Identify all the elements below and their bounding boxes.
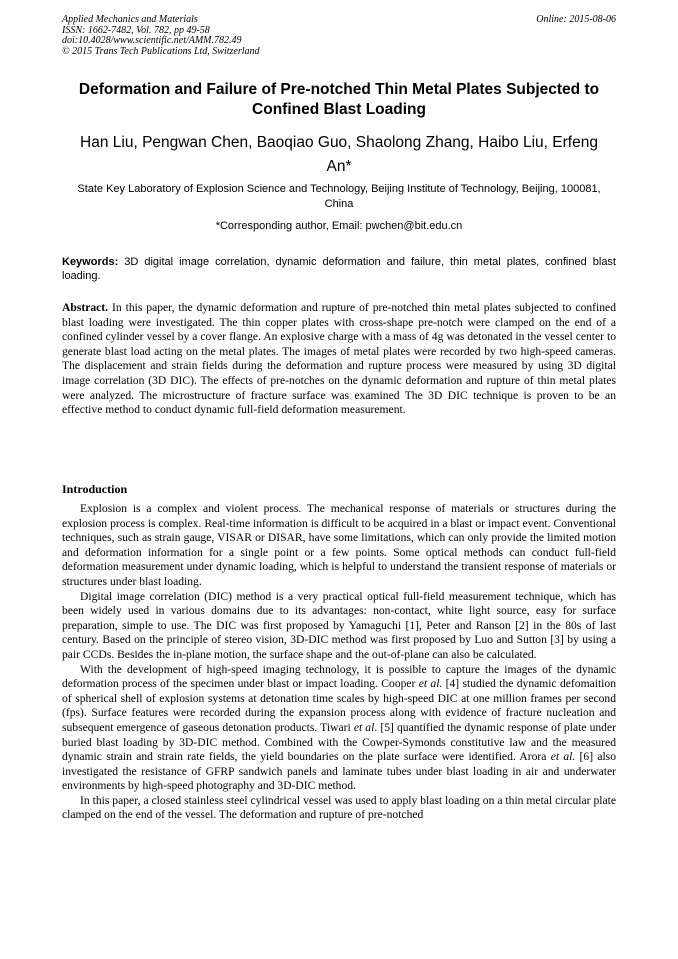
introduction-body xyxy=(62,502,616,823)
issn-line: ISSN: 1662-7482, Vol. 782, pp 49-58 xyxy=(62,24,210,36)
paragraph: Digital image correlation (DIC) method is a very practical optical full-field measurement technique, which has been widely used in various domains due to its advantages: non-contact, white light source, easy for surface preparation, simple to use. The DIC was first proposed by Yamaguchi [1], Peter and Ranson [2] in the 80s of last century. Based on the principle of stereo vision, 3D-DIC method was first proposed by Luo and Sutton [3] by using a pair CCDs. Besides the in-plane motion, the surface shape and the out-of-plane can also be calculated. xyxy=(62,589,616,661)
keywords xyxy=(62,255,616,283)
corresponding-author: *Corresponding author, Email: pwchen@bit.edu.cn xyxy=(215,220,463,232)
et-al: et al xyxy=(353,720,375,734)
paragraph-text: With the development of high-speed imaging technology, it is possible to capture the images of the dynamic deformation process of the specimen under blast or impact loading. Cooper xyxy=(62,662,616,691)
abstract xyxy=(62,301,616,418)
et-al: et al. xyxy=(550,750,576,764)
journal-name: Applied Mechanics and Materials xyxy=(62,14,198,25)
paragraph-text: [4] studied the dynamic defomaition of spherical shell of explosion systems at detonation time scales by high-speed DIC at one million frames per second (fps). Surface features were recorded during the expansion process along with evidence of fracture nucleation and subsequent emergence of gaseous detonation products. Tiwari xyxy=(62,677,616,734)
keywords-label: Keywords: xyxy=(62,256,119,268)
et-al: et al. xyxy=(418,677,443,691)
paragraph xyxy=(62,663,616,794)
paragraph: In this paper, a closed stainless steel cylindrical vessel was used to apply blast loading on a thin metal circular plate clamped on the end of the vessel. The deformation and rupture of pre-notched xyxy=(62,793,616,822)
section-heading-introduction: Introduction xyxy=(62,482,128,496)
paragraph-text: [6] also investigated the resistance of GFRP sandwich panels and laminate tubes under blast loading in air and underwater environments by high-speed photography and 3D-DIC method. xyxy=(62,750,616,793)
paragraph-text: . [5] quantified the dynamic response of plate under buried blast loading by 3D-DIC method. Combined with the Cowper-Symonds constitutive law and the measured dynamic strain and strain rate fields, the yield boundaries on the plate surface were identified. Arora xyxy=(62,720,616,764)
paragraph: Explosion is a complex and violent process. The mechanical response of materials or structures during the explosion process is complex. Real-time information is difficult to be acquired in a blast or impact event. Conventional techniques, such as strain gauge, VISAR or DISAR, have some limitations, which can only provide the limited motion and deformation information for a single point or a few points. Some optical methods can conduct full-field deformation measurement under dynamic loading, which is helpful to understand the transient response of materials or structures under blast loading. xyxy=(62,502,616,588)
affiliation: State Key Laboratory of Explosion Science and Technology, Beijing Institute of Technology, Beijing, 100081, China xyxy=(77,183,601,210)
author-list: Han Liu, Pengwan Chen, Baoqiao Guo, Shaolong Zhang, Haibo Liu, Erfeng An* xyxy=(80,134,598,175)
copyright-line: © 2015 Trans Tech Publications Ltd, Switzerland xyxy=(62,45,260,57)
abstract-label: Abstract. xyxy=(62,301,109,314)
doi-line: doi:10.4028/www.scientific.net/AMM.782.49 xyxy=(62,35,242,46)
online-date: Online: 2015-08-06 xyxy=(536,14,616,25)
keywords-text: 3D digital image correlation, dynamic deformation and failure, thin metal plates, confined blast loading. xyxy=(62,256,616,282)
journal-header xyxy=(62,15,616,57)
abstract-text: In this paper, the dynamic deformation and rupture of pre-notched thin metal plates subjected to confined blast loading were investigated. The thin copper plates with cross-shape pre-notch were clamped on the end of a confined cylinder vessel by a cover flange. An explosive charge with a mass of 4g was detonated in the vessel center to generate blast load acting on the metal plates. The images of metal plates were recorded by two high-speed cameras. The displacement and strain fields during the deformation and rupture process were measured by using 3D digital image correlation (3D DIC). The effects of pre-notches on the dynamic deformation and rupture of thin metal plates were analyzed. The microstructure of fracture surface was examined The 3D DIC technique is proven to be an effective method to conduct dynamic full-field deformation measurement. xyxy=(62,301,616,417)
paper-title: Deformation and Failure of Pre-notched Thin Metal Plates Subjected to Confined Blast Loading xyxy=(78,81,600,118)
